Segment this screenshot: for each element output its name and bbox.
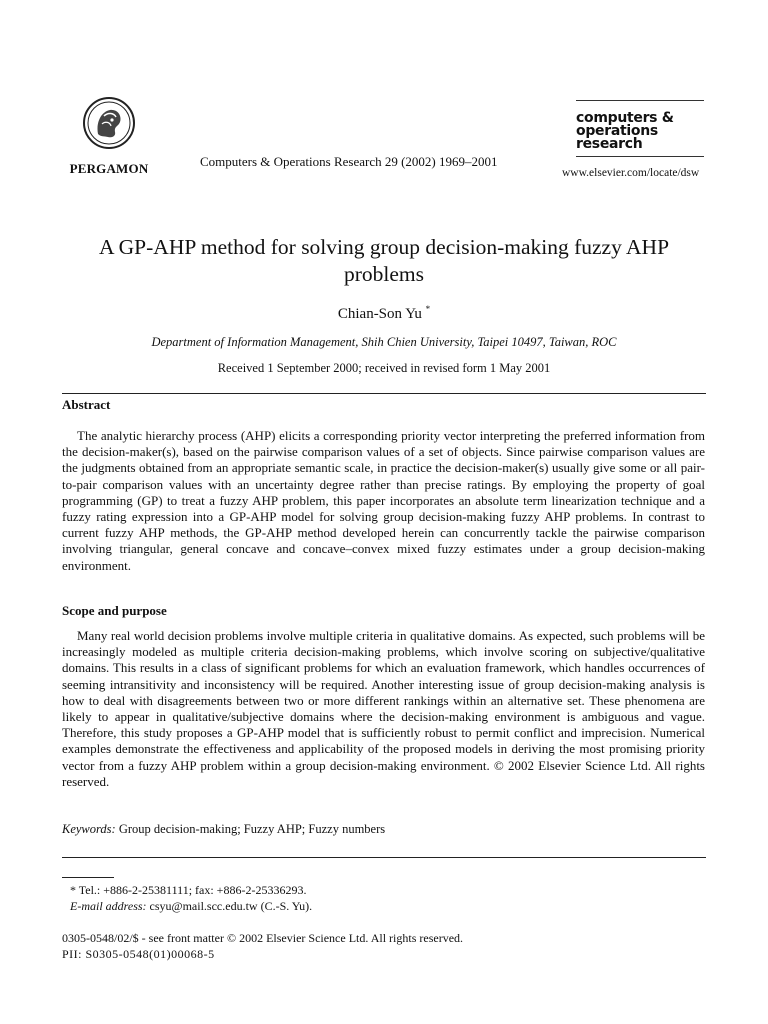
article-title: A GP-AHP method for solving group decision-making fuzzy AHP problems	[98, 235, 670, 286]
footnote-contact: * Tel.: +886-2-25381111; fax: +886-2-25336293.	[70, 883, 307, 897]
pergamon-emblem-icon	[82, 96, 136, 150]
scope-text: Many real world decision problems involve multiple criteria in qualitative domains. As expected, such problems will be increasingly modeled as multiple criteria decision-making problems, which involve scoring on subjective/qualitative domains. This results in a class of significant problems for which an evaluation framework, which handles occurrences of seeming intransitivity and inconsistency will be required. Another interesting issue of group decision-making analysis is how to deal with disagreements between two or more different rankings within an alternative set. These phenomena are likely to appear in qualitative/subjective domains where the decision-making environment is ambiguous and vague. Therefore, this study proposes a GP-AHP model that is sufficiently robust to permit conflict and imprecision. Numerical examples demonstrate the effectiveness and applicability of the proposed models in deriving the most promising priority vector from a fuzzy AHP problem within a group decision-making environment. © 2002 Elsevier Science Ltd. All rights reserved.	[62, 628, 705, 789]
pii-line: PII: S0305-0548(01)00068-5	[62, 947, 215, 961]
abstract-bottom-rule	[62, 857, 706, 858]
abstract-text: The analytic hierarchy process (AHP) elicits a corresponding priority vector interpreting the preferred information from the decision-maker(s), based on the pairwise comparison values of a set of objects. Since pairwise comparison values are the judgments obtained from an appropriate semantic scale, in practice the decision-maker(s) usually give some or all pair-to-pair comparison values with an uncertainty degree rather than precise ratings. By employing the property of goal programming (GP) to treat a fuzzy AHP problem, this paper incorporates an absolute term linearization technique and a fuzzy rating expression into a GP-AHP model for solving group decision-making fuzzy AHP problems. In contrast to current fuzzy AHP methods, the GP-AHP method developed herein can concurrently tackle the pairwise comparison involving triangular, general concave and concave–convex mixed fuzzy estimates under a group decision-making environment.	[62, 428, 705, 573]
journal-brand	[576, 112, 716, 151]
publisher-logo	[66, 96, 152, 177]
footnote-rule	[62, 877, 114, 878]
publisher-name: PERGAMON	[69, 161, 149, 176]
received-dates: Received 1 September 2000; received in revised form 1 May 2001	[217, 361, 551, 375]
affiliation: Department of Information Management, Shih Chien University, Taipei 10497, Taiwan, ROC	[151, 335, 617, 349]
brand-line-1: computers &	[576, 110, 674, 126]
keywords	[62, 822, 385, 837]
abstract-top-rule	[62, 393, 706, 394]
journal-citation: Computers & Operations Research 29 (2002) 1969–2001	[200, 154, 498, 169]
journal-url[interactable]: www.elsevier.com/locate/dsw	[562, 167, 700, 179]
author-line	[0, 304, 768, 323]
abstract-heading: Abstract	[62, 397, 111, 412]
scope-heading: Scope and purpose	[62, 603, 167, 618]
footnote-email	[70, 898, 312, 914]
author-name: Chian-Son Yu	[337, 306, 422, 322]
brand-line-3: research	[576, 136, 643, 152]
brand-top-rule	[576, 100, 704, 101]
email-label: E-mail address:	[70, 899, 147, 913]
brand-bottom-rule	[576, 156, 704, 157]
email-value[interactable]: csyu@mail.scc.edu.tw (C.-S. Yu).	[149, 899, 313, 913]
front-matter-line: 0305-0548/02/$ - see front matter © 2002 Elsevier Science Ltd. All rights reserved.	[62, 931, 464, 945]
keywords-label: Keywords:	[62, 822, 116, 836]
keywords-value: Group decision-making; Fuzzy AHP; Fuzzy numbers	[118, 822, 386, 836]
author-footnote-mark: *	[425, 304, 431, 314]
brand-line-2: operations	[576, 123, 658, 139]
